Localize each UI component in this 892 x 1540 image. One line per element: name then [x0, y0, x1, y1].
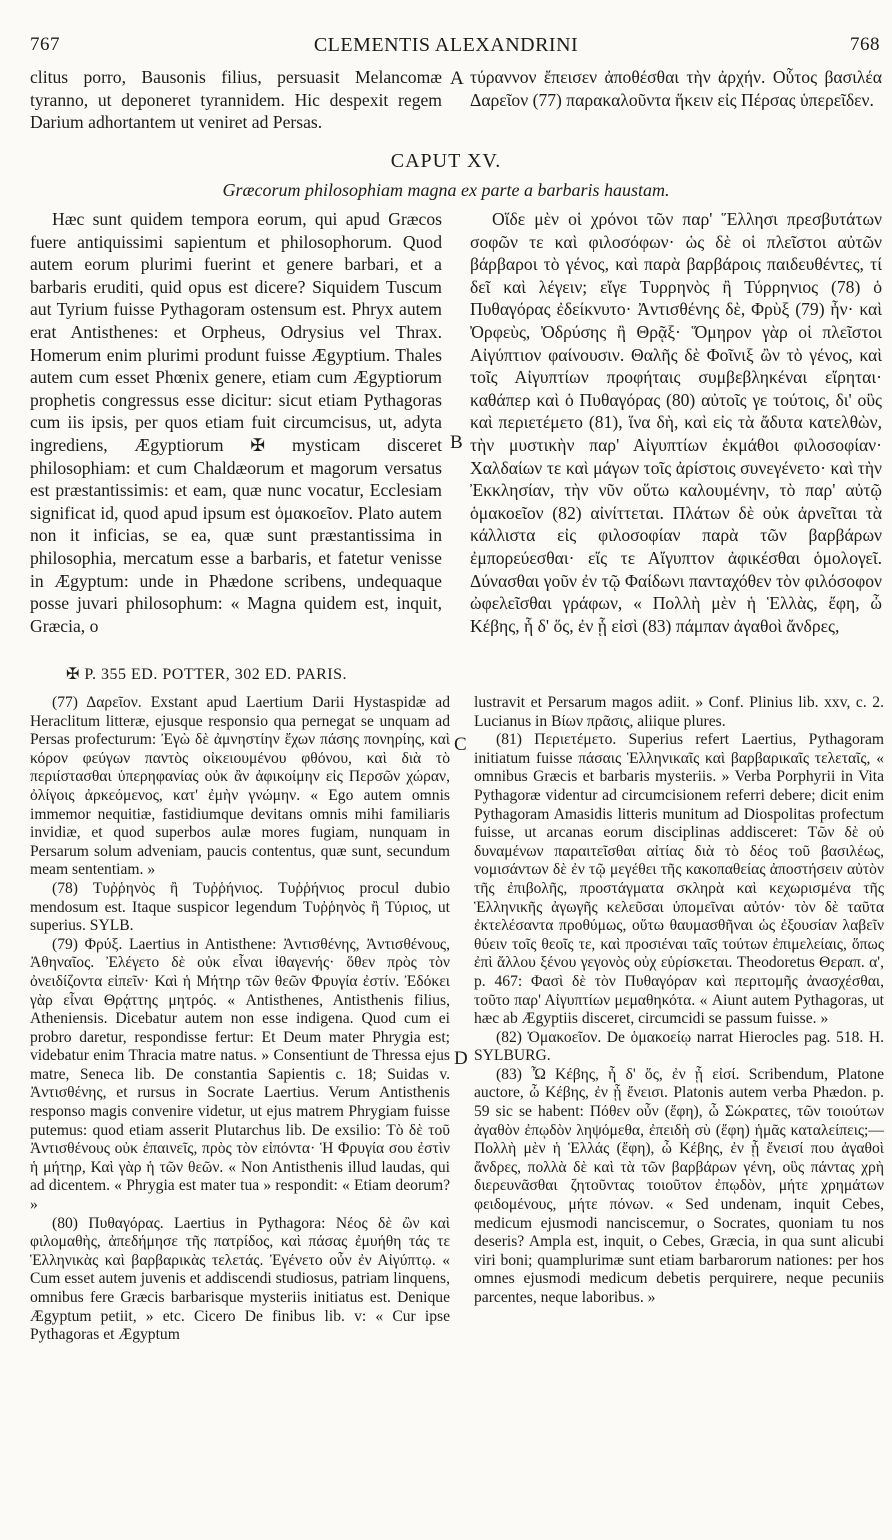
running-title: CLEMENTIS ALEXANDRINI	[313, 34, 579, 56]
top-greek-text: τύραννον ἔπεισεν ἀποθέσθαι τὴν ἀρχήν. Οὗτος βασιλέα Δαρεῖον (77) παρακαλοῦντα ἥκειν εἰς Πέρσας ὑπερεῖδεν.	[470, 67, 882, 110]
page-number-right: 768	[850, 34, 880, 55]
chapter-subtitle: Græcorum philosophiam magna ex parte a barbaris haustam.	[222, 180, 670, 200]
top-latin-text: clitus porro, Bausonis filius, persuasit Melancomæ tyranno, ut deponeret tyrannidem. Hic despexit regem Darium adhortantem ut veniret ad Persas.	[30, 67, 442, 133]
chapter-title: CAPUT XV.	[390, 150, 502, 172]
notes-left-column	[30, 694, 450, 1345]
latin-main-column	[30, 208, 442, 637]
marker-d: D	[454, 1048, 468, 1069]
latin-main-paragraph: Hæc sunt quidem tempora eorum, qui apud Græcos fuere antiquissimi sapientum et philosophorum. Quod autem eorum plurimi fuerint et genere barbari, et a barbaris eruditi, quid opus est dicere? Siquidem Tuscum aut Tyrium fuisse Pythagoram ostensum est. Phryx autem erat Antisthenes: et Orpheus, Odrysius vel Thrax. Homerum enim plurimi produnt fuisse Ægyptium. Thales autem cum esset Phœnix genere, etiam cum Ægyptiorum prophetis congressus esse dicitur: sicut etiam Pythagoras cum iis ipsis, per quos etiam fuit circumcisus, ut, adyta ingrediens, Ægyptiorum ✠ mysticam disceret philosophiam: et cum Chaldæorum et magorum versatus est præstantissimis: et eam, quæ nunc vocatur, Ecclesiam significat id, quod apud ipsum est ὁμακοεῖον. Plato autem non it inficias, se ea, quæ sunt præstantissima in philosophia, mercatum esse a barbaris, et fatetur venisse in Ægyptum: unde in Phædone scribens, undequaque posse juvari philosophum: « Magna quidem est, inquit, Græcia, o	[30, 209, 442, 636]
note-80: (80) Πυθαγόρας. Laertius in Pythagora: Νέος δὲ ὢν καὶ φιλομαθὴς, ἀπεδήμησε τῆς πατρίδος, καὶ πάσας ἐμυήθη τάς τε Ἑλληνικὰς καὶ βαρβαρικὰς τελετάς. Ἐγένετο οὖν ἐν Αἰγύπτῳ. « Cum esset autem juvenis et addiscendi studiosus, patriam linquens, omnibus fere Græcis barbarisque mysteriis initiatus est. Denique Ægyptum petiit, » etc. Cicero De finibus lib. v: « Cur ipse Pythagoras et Ægyptum	[30, 1214, 450, 1344]
note-81: (81) Περιετέμετο. Superius refert Laertius, Pythagoram initiatum fuisse πάσαις Ἑλληνικαῖς καὶ βαρβαρικαῖς τελεταῖς, « omnibus Græcis et barbaris mysteriis. » Verba Porphyrii in Vita Pythagoræ videntur ad circumcisionem referri debere; dicit enim Pythagoram Amasidis litteris munitum ad Diospolitas profectum fuisse, ut arcanas eorum disciplinas addisceret: Τῶν δὲ οὐ δυναμένων παραιτεῖσθαι αἰτίας διὰ τὸ δέος τοῦ βασιλέως, νομισάντων δὲ ἐν τῷ μεγέθει τῆς κακοπαθείας ἀποστήσειν αὐτὸν τῆς ἐπιβολῆς, προστάγματα σκληρὰ καὶ κεχωρισμένα τῆς Ἑλληνικῆς ἀγωγῆς κελεῦσαι ὑπομεῖναι αὐτόν· τὸν δὲ ταῦτα ἐκτελέσαντα προθύμως, οὕτω θαυμασθῆναι ὡς ἐξουσίαν λαβεῖν θύειν τοῖς θεοῖς τε, καὶ προσιέναι ταῖς τούτων ἐπιμελείαις, ὅπως ἐπὶ ἄλλου ξένου γεγονὸς οὐχ εὑρίσκεται. Theodoretus Θεραπ. α', p. 467: Φασὶ δὲ τὸν Πυθαγόραν καὶ περιτομῆς ἀνασχέσθαι, τοῦτο παρ' Αἰγυπτίων μεμαθηκότα. « Aiunt autem Pythagoras, ut hæc ab Ægyptiis disceret, circumcidi se passum fuisse. »	[474, 731, 884, 1028]
marker-b: B	[450, 432, 463, 453]
greek-main-paragraph: Οἵδε μὲν οἱ χρόνοι τῶν παρ' Ἕλλησι πρεσβυτάτων σοφῶν τε καὶ φιλοσόφων· ὡς δὲ οἱ πλεῖστοι αὐτῶν βάρβαροι τὸ γένος, καὶ παρὰ βαρβάροις παιδευθέντες, τί δεῖ καὶ λέγειν; εἴγε Τυρρηνὸς ἢ Τύρρηνιος (78) ὁ Πυθαγόρας ἐδείκνυτο· Ἀντισθένης δὲ, Φρὺξ (79) ἦν· καὶ Ὀρφεὺς, Ὀδρύσης ἢ Θρᾷξ· Ὅμηρον γὰρ οἱ πλεῖστοι Αἰγύπτιον φαίνουσιν. Θαλῆς δὲ Φοῖνιξ ὢν τὸ γένος, καὶ τοῖς Αἰγυπτίων προφήταις συμβεβληκέναι εἴρηται· καθάπερ καὶ ὁ Πυθαγόρας (80) αὐτοῖς γε τούτοις, δι' οὓς καὶ περιετέμετο (81), ἵνα δὴ, καὶ εἰς τὰ ἄδυτα κατελθὼν, τὴν μυστικὴν παρ' Αἰγυπτίων ἐκμάθοι φιλοσοφίαν· Χαλδαίων τε καὶ μάγων τοῖς ἀρίστοις συνεγένετο· καὶ τὴν Ἐκκλησίαν, τὴν νῦν οὕτω καλουμένην, τὸ παρ' αὐτῷ ὁμακοεῖον (82) αἰνίττεται. Πλάτων δὲ οὐκ ἀρνεῖται τὰ κάλλιστα εἰς φιλοσοφίαν παρὰ τῶν βαρβάρων ἐμπορεύεσθαι· εἴς τε Αἴγυπτον ἀφικέσθαι ὁμολογεῖ. Δύνασθαι γοῦν ἐν τῷ Φαίδωνι πανταχόθεν τὸν φιλόσοφον ὠφελεῖσθαι γράφων, « Πολλὴ μὲν ἡ Ἑλλὰς, ἔφη, ὦ Κέβης, ἧ δ' ὅς, ἐν ᾗ εἰσὶ (83) πάμπαν ἀγαθοὶ ἄνδρες,	[470, 209, 882, 636]
greek-main-column	[470, 208, 882, 637]
note-82: (82) Ὁμακοεῖον. De ὁμακοείῳ narrat Hierocles pag. 518. H. SYLBURG.	[474, 1028, 884, 1065]
note-79: (79) Φρύξ. Laertius in Antisthene: Ἀντισθένης, Ἀντισθένους, Ἀθηναῖος. Ἐλέγετο δὲ οὐκ εἶναι ἰθαγενής· ὅθεν πρὸς τὸν ὀνειδίζοντα εἰπεῖν· Καὶ ἡ Μήτηρ τῶν θεῶν Φρυγία ἐστίν. Ἐδόκει γὰρ εἶναι Θρᾴττης μητρός. « Antisthenes, Antisthenis filius, Atheniensis. Dicebatur autem non esse indigena. Quod cum ei probro daretur, respondisse fertur: Et Deum mater Phrygia est; videbatur enim Thracia matre natus. » Consentiunt de Thressa ejus matre, Seneca lib. De constantia Sapientis c. 18; Suidas v. Ἀντισθένης, et rursus in Socrate Laertius. Verum Antisthenis responso magis convenire videtur, ut ejus matrem Phrygiam fuisse putemus: quod etiam asserit Plutarchus lib. De exsilio: Τὸ δὲ τοῦ Ἀντισθένους οὐκ ἐπαινεῖς, πρὸς τὸν εἰπόντα· Ἡ Φρυγία σου ἐστὶν ἡ μήτηρ, Καὶ γὰρ ἡ τῶν θεῶν. « Non Antisthenis illud laudas, qui ad dicentem. « Phrygia est mater tua » respondit: « Etiam deorum? »	[30, 935, 450, 1214]
note-77: (77) Δαρεῖον. Exstant apud Laertium Darii Hystaspidæ ad Heraclitum litteræ, ejusque responsio qua pernegat se unquam ad Persas profecturum: Ἐγὼ δὲ ἀμνηστίην ἔχων πάσης πονηρίης, καὶ κόρον φεύγων παντὸς οἰκειουμένου φθόνου, καὶ διὰ τὸ περιίστασθαι ὑπερηφανίας οὐκ ἂν ἀφικοίμην εἰς Περσῶν χώραν, ὀλίγοις ἀρκεόμενος, κατ' ἐμὴν γνώμην. « Ego autem omnis immemor nequitiæ, fastidiumque devitans omnis mihi familiaris invidiæ, et quod superbos aulæ mores fugiam, nunquam in Persarum solum adveniam, paucis contentus, quæ sunt, secundum meam sententiam. »	[30, 694, 450, 879]
note-78: (78) Τυῤῥηνὸς ἢ Τυῤῥήνιος. Τυῤῥήνιος procul dubio mendosum est. Itaque suspicor legendum Τυῤῥηνὸς ἢ Τύριος, ut superius. SYLB.	[30, 879, 450, 935]
marker-a: A	[450, 68, 464, 89]
note-80-continued: lustravit et Persarum magos adiit. » Conf. Plinius lib. xxv, c. 2. Lucianus in Βίων πρᾶσις, aliique plures.	[474, 694, 884, 730]
edition-footnote-mark: ✠ P. 355 ED. POTTER, 302 ED. PARIS.	[66, 666, 348, 683]
note-83: (83) Ὦ Κέβης, ἧ δ' ὅς, ἐν ᾗ εἰσί. Scribendum, Platone auctore, ὦ Κέβης, ἐν ᾗ ἔνεισι. Platonis autem verba Phædon. p. 59 sic se habent: Πόθεν οὖν (ἔφη), ὦ Σώκρατες, τῶν τοιούτων ἀγαθὸν ἐπῳδὸν ληψόμεθα, ἐπειδὴ σὺ (ἔφη) ἡμᾶς καταλείπεις;— Πολλὴ μὲν ἡ Ἑλλάς (ἔφη), ὦ Κέβης, ἐν ᾗ ἔνεισί που ἀγαθοὶ ἄνδρες, πολλὰ δὲ καὶ τὰ τῶν βαρβάρων γένη, οὓς πάντας χρὴ διερευνᾶσθαι ζητοῦντας τοιοῦτον ἐπῳδὸν, μήτε χρημάτων φειδομένους, μήτε πόνων. « Sed undenam, inquit Cebes, medicum ejusmodi nanciscemur, o Socrates, quoniam tu nos deseris? Ampla est, inquit, o Cebes, Græcia, in qua sunt alicubi viri boni; quamplurimæ sunt etiam barbarorum nationes: per hos omnes ejusmodi medicum debetis perquirere, neque pecuniis parcentes, neque laboribus. »	[474, 1065, 884, 1306]
page-number-left: 767	[30, 34, 60, 55]
notes-right-column	[474, 694, 884, 1308]
marker-c: C	[454, 734, 467, 755]
